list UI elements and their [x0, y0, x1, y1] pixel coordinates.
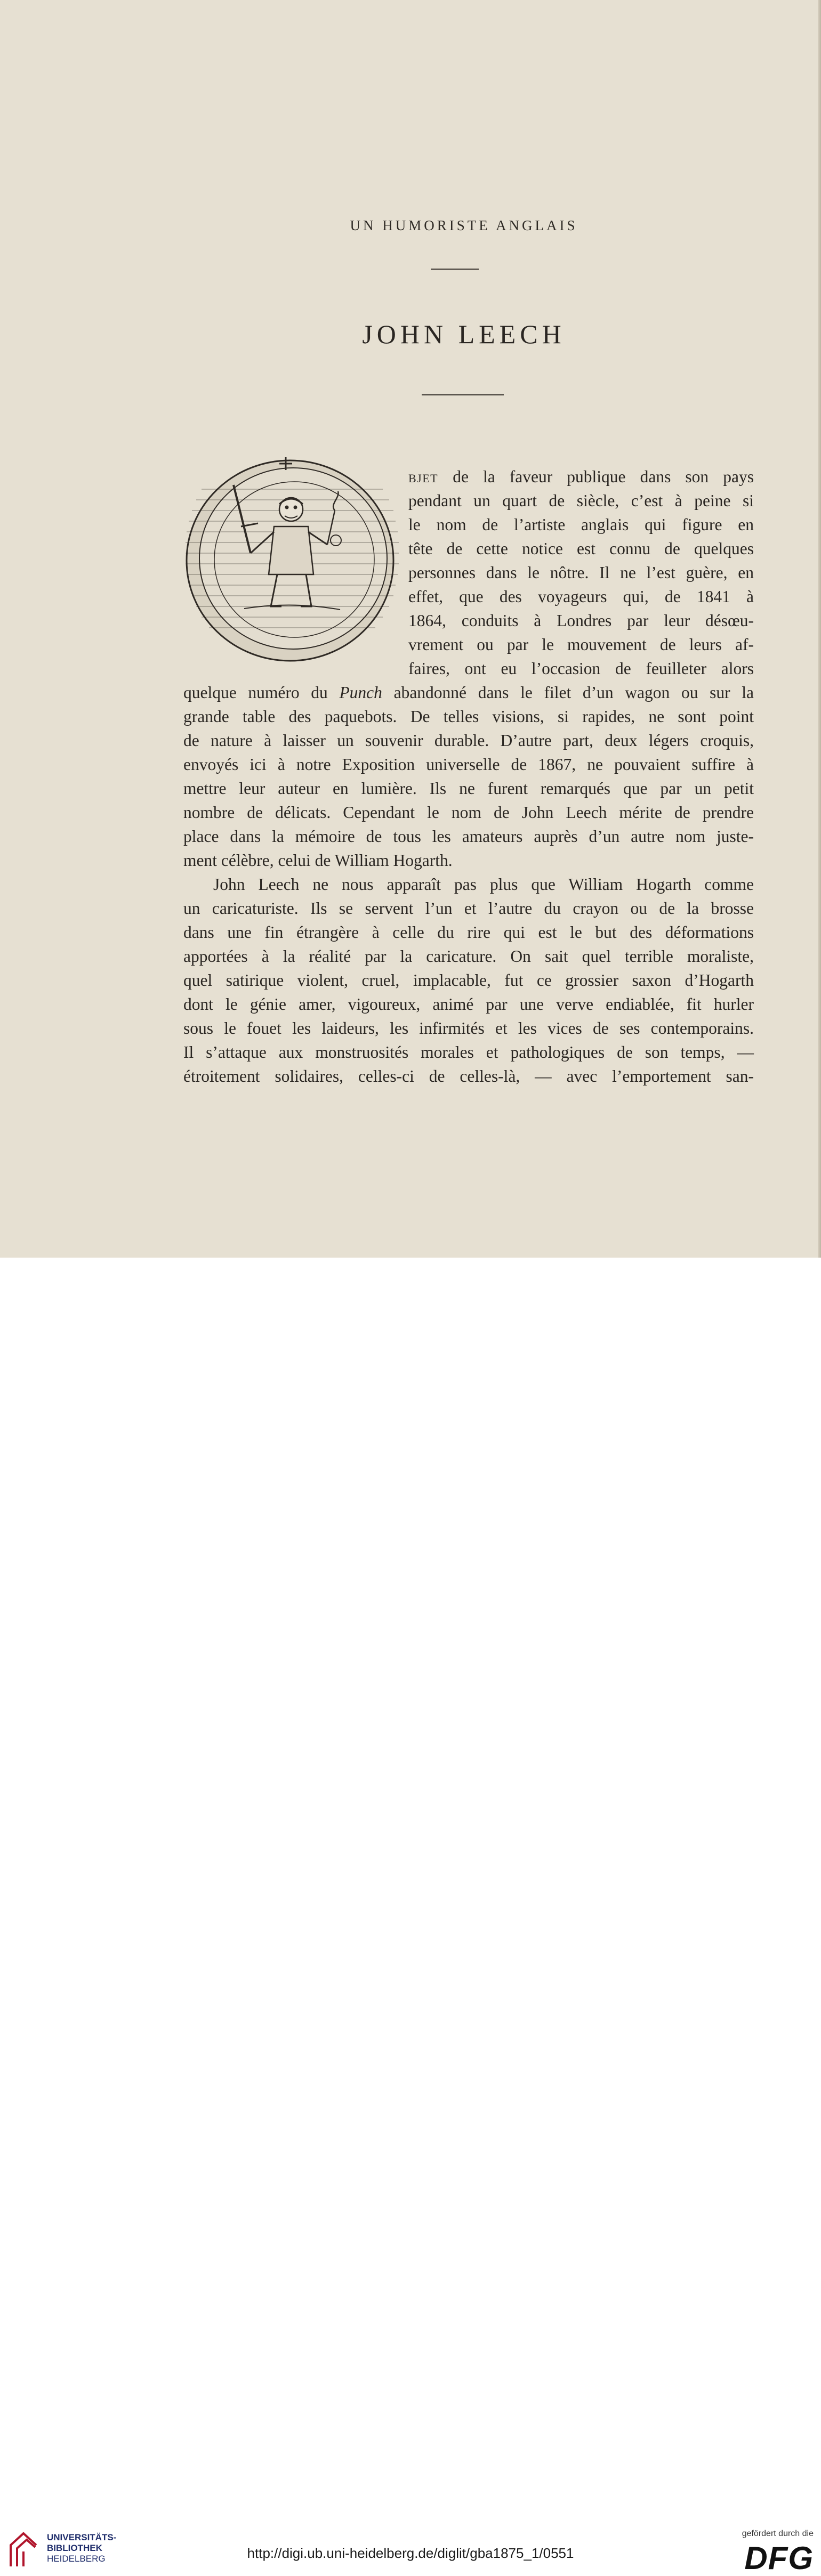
title-rule-top [431, 269, 479, 270]
library-name: UNIVERSITÄTS- BIBLIOTHEK HEIDELBERG [47, 2532, 117, 2564]
text-line: dont le génie amer, vigoureux, animé par une verve endiablée, fit hurler [183, 995, 754, 1014]
funding-caption: gefördert durch die [742, 2529, 814, 2538]
text-line: effet, que des voyageurs qui, de 1841 à [408, 587, 754, 606]
text-line: étroitement solidaires, celles-ci de celles-là, — avec l’emportement san- [183, 1067, 754, 1086]
article-title: JOHN LEECH [362, 319, 566, 349]
article [0, 0, 821, 1258]
text-line: grande table des paquebots. De telles visions, si rapides, ne sont point [183, 707, 754, 726]
text-line: le nom de l’artiste anglais qui figure en [408, 515, 754, 534]
text-line: place dans la mémoire de tous les amateurs auprès d’un autre nom juste- [183, 827, 754, 846]
text-line: 1864, conduits à Londres par leur désœu- [408, 611, 754, 630]
permalink-url[interactable]: http://digi.ub.uni-heidelberg.de/diglit/gba1875_1/0551 [247, 2545, 574, 2561]
section-title: UN HUMORISTE ANGLAIS [350, 217, 578, 233]
text-line: Il s’attaque aux monstruosités morales et pathologiques de son temps, — [183, 1043, 754, 1062]
seal-illustration [180, 447, 404, 670]
text-line: dans une fin étrangère à celle du rire qui est le but des déformations [183, 923, 754, 942]
punch-title: Punch [339, 683, 382, 702]
text-line: apportées à la réalité par la caricature. On sait quel terrible moraliste, [183, 947, 754, 966]
text-line: ment célèbre, celui de William Hogarth. [183, 851, 453, 870]
text-line: sous le fouet les laideurs, les infirmités et les vices de ses contemporains. [183, 1019, 754, 1038]
text-line: de nature à laisser un souvenir durable. D’autre part, deux légers croquis, [183, 731, 754, 750]
text-line: personnes dans le nôtre. Il ne l’est guère, en [408, 563, 754, 582]
text-line: envoyés ici à notre Exposition universelle de 1867, ne pouvaient suffire à [183, 755, 754, 774]
scanned-page [0, 0, 821, 1258]
dfg-logo: DFG [744, 2540, 814, 2576]
text-line: BJET de la faveur publique dans son pays [408, 467, 754, 486]
text-line: un caricaturiste. Ils se servent l’un et l’autre du crayon ou de la brosse [183, 899, 754, 918]
title-rule-bottom [422, 394, 504, 395]
text-line: John Leech ne nous apparaît pas plus que William Hogarth comme [213, 875, 754, 894]
text-line: faires, ont eu l’occasion de feuilleter alors [408, 659, 754, 678]
text-line: pendant un quart de siècle, c’est à peine si [408, 491, 754, 510]
text-line: quelque numéro du Punch abandonné dans le filet d’un wagon ou sur la [183, 683, 754, 702]
text-line: tête de cette notice est connu de quelques [408, 539, 754, 558]
viewer-footer [0, 1258, 821, 2576]
text-line: vrement ou par le mouvement de leurs af- [408, 635, 754, 654]
text-line: nombre de délicats. Cependant le nom de John Leech mérite de prendre [183, 803, 754, 822]
text-line: quel satirique violent, cruel, implacable, fut ce grossier saxon d’Hogarth [183, 971, 754, 990]
text-line: mettre leur auteur en lumière. Ils ne furent remarqués que par un petit [183, 779, 754, 798]
